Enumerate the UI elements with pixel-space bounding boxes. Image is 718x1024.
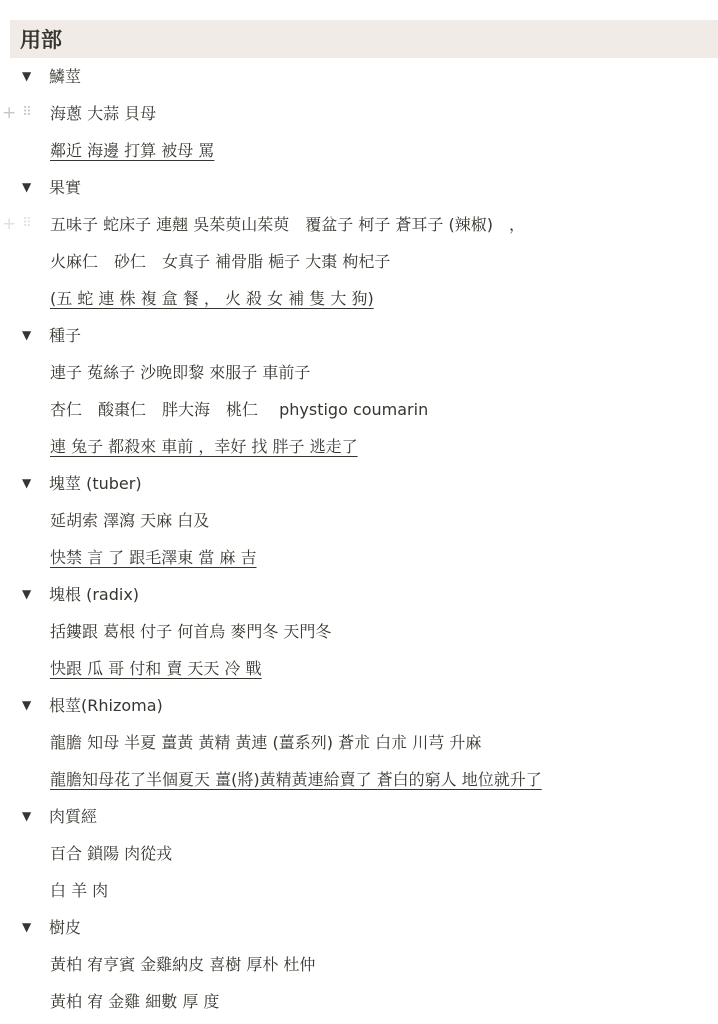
toggle-label: 肉質經	[49, 807, 98, 826]
text-line-content: 黃柏 宥亨賓 金雞納皮 喜樹 厚朴 杜仲	[50, 955, 316, 974]
toggle-arrow-icon[interactable]: ▼	[22, 327, 32, 342]
text-line[interactable]	[0, 760, 718, 797]
text-line[interactable]	[0, 279, 718, 316]
text-line[interactable]	[0, 834, 718, 871]
text-line-content: 龍膽知母花了半個夏天 薑(將)黃精黃連給賣了 蒼白的窮人 地位就升了	[50, 770, 542, 789]
toggle-block[interactable]	[0, 575, 718, 612]
text-line-content: 海蔥 大蒜 貝母	[50, 104, 157, 123]
text-line-content: 龍膽 知母 半夏 薑黃 黃精 黃連 (薑系列) 蒼朮 白朮 川芎 升麻	[50, 733, 482, 752]
page-title: 用部	[20, 28, 62, 52]
page-header	[10, 20, 718, 58]
text-line[interactable]	[0, 353, 718, 390]
toggle-label: 種子	[49, 326, 82, 345]
toggle-block[interactable]	[0, 797, 718, 834]
text-line[interactable]	[0, 723, 718, 760]
block-handle[interactable]	[2, 205, 31, 242]
text-line[interactable]	[0, 94, 718, 131]
toggle-arrow-icon[interactable]: ▼	[22, 586, 32, 601]
outline	[0, 57, 718, 1019]
text-line[interactable]	[0, 501, 718, 538]
text-line[interactable]	[0, 427, 718, 464]
text-line-content: 括鏤跟 葛根 付子 何首烏 麥門冬 天門冬	[50, 622, 332, 641]
text-line-content: 鄰近 海邊 打算 被母 罵	[50, 141, 215, 160]
drag-handle-icon[interactable]: ⠿	[22, 105, 31, 120]
toggle-block[interactable]	[0, 57, 718, 94]
text-line[interactable]	[0, 538, 718, 575]
toggle-block[interactable]	[0, 686, 718, 723]
text-line-content: 杏仁 酸棗仁 胖大海 桃仁 phystigo coumarin	[50, 400, 429, 419]
add-block-icon[interactable]: +	[2, 213, 17, 234]
block-handle[interactable]	[2, 94, 31, 131]
toggle-block[interactable]	[0, 168, 718, 205]
text-line-content: 連子 菟絲子 沙晚即黎 來服子 車前子	[50, 363, 311, 382]
text-line-content: 連 兔子 都殺來 車前 ，幸好 找 胖子 逃走了	[50, 437, 358, 456]
toggle-label: 鱗莖	[49, 67, 82, 86]
text-line-content: 黃柏 宥 金雞 細數 厚 度	[50, 992, 220, 1011]
text-line-content: (五 蛇 連 株 複 盒 餐 ， 火 殺 女 補 隻 大 狗)	[50, 289, 374, 308]
text-line-content: 百合 鎖陽 肉從戎	[50, 844, 173, 863]
text-line[interactable]	[0, 649, 718, 686]
toggle-label: 樹皮	[49, 918, 82, 937]
toggle-arrow-icon[interactable]: ▼	[22, 808, 32, 823]
toggle-arrow-icon[interactable]: ▼	[22, 179, 32, 194]
text-line-content: 白 羊 肉	[50, 881, 109, 900]
drag-handle-icon[interactable]: ⠿	[22, 216, 31, 231]
text-line-content: 火麻仁 砂仁 女真子 補骨脂 梔子 大棗 枸杞子	[50, 252, 391, 271]
text-line-content: 五味子 蛇床子 連翹 吳茱萸山茱萸 覆盆子 柯子 蒼耳子 (辣椒) ，	[50, 215, 526, 234]
toggle-block[interactable]	[0, 908, 718, 945]
toggle-label: 根莖(Rhizoma)	[49, 696, 163, 715]
toggle-arrow-icon[interactable]: ▼	[22, 475, 32, 490]
toggle-arrow-icon[interactable]: ▼	[22, 919, 32, 934]
toggle-block[interactable]	[0, 464, 718, 501]
toggle-arrow-icon[interactable]: ▼	[22, 697, 32, 712]
text-line-content: 快禁 言 了 跟毛澤東 當 麻 吉	[50, 548, 257, 567]
toggle-label: 塊根 (radix)	[49, 585, 140, 604]
text-line-content: 延胡索 澤瀉 天麻 白及	[50, 511, 210, 530]
text-line[interactable]	[0, 205, 718, 242]
toggle-label: 塊莖 (tuber)	[49, 474, 142, 493]
toggle-label: 果實	[49, 178, 82, 197]
add-block-icon[interactable]: +	[2, 102, 17, 123]
toggle-block[interactable]	[0, 316, 718, 353]
toggle-arrow-icon[interactable]: ▼	[22, 68, 32, 83]
text-line[interactable]	[0, 131, 718, 168]
text-line[interactable]	[0, 612, 718, 649]
text-line-content: 快跟 瓜 哥 付和 賣 天天 冷 戰	[50, 659, 262, 678]
text-line[interactable]	[0, 242, 718, 279]
text-line[interactable]	[0, 945, 718, 982]
text-line[interactable]	[0, 871, 718, 908]
text-line[interactable]	[0, 982, 718, 1019]
text-line[interactable]	[0, 390, 718, 427]
